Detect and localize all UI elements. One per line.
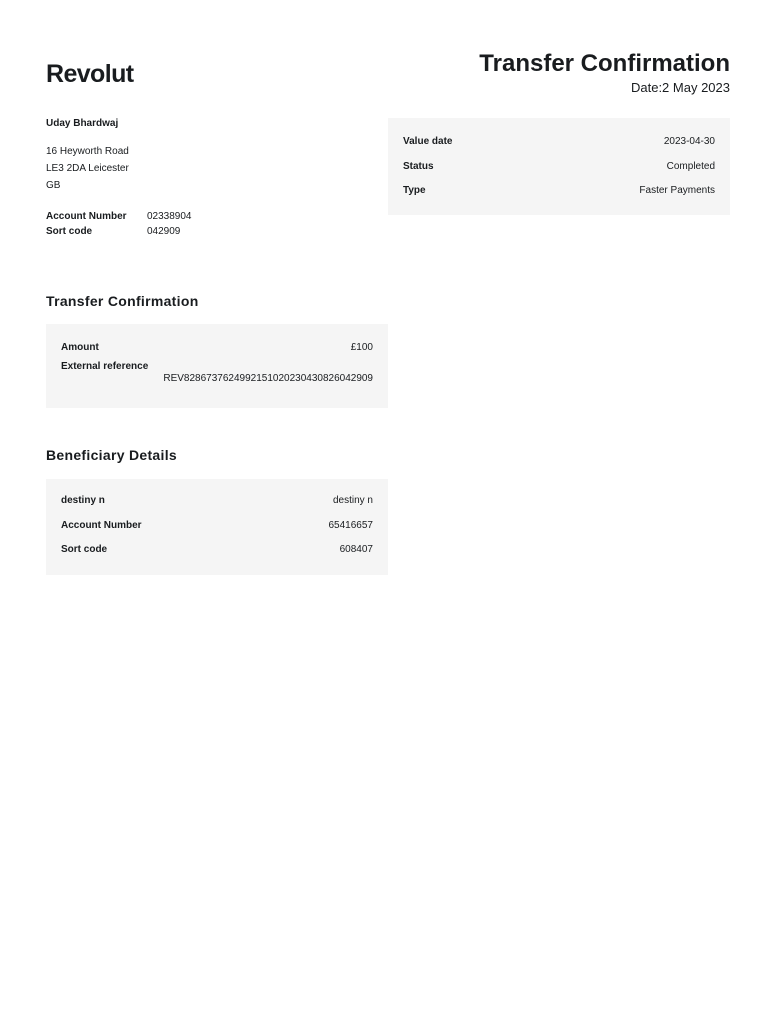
customer-account-details	[46, 210, 192, 239]
beneficiary-name-row	[61, 488, 373, 513]
customer-sort-code-row	[46, 225, 192, 240]
beneficiary-sort-code-value: 608407	[339, 544, 373, 556]
customer-sort-code-label: Sort code	[46, 225, 93, 237]
transfer-panel	[46, 324, 388, 408]
beneficiary-panel	[46, 479, 388, 575]
status-row	[403, 154, 715, 179]
value-date-value: 2023-04-30	[663, 135, 715, 147]
external-reference-value: REV8286737624992151020230430826042909	[163, 372, 373, 384]
amount-value: £100	[350, 341, 373, 353]
type-row	[403, 178, 715, 203]
customer-account-number-row	[46, 210, 192, 225]
external-reference-label: External reference	[61, 360, 149, 372]
beneficiary-account-number-label: Account Number	[61, 519, 142, 531]
customer-account-number-value: 02338904	[147, 211, 192, 222]
beneficiary-account-number-row	[61, 513, 373, 538]
beneficiary-section-title: Beneficiary Details	[46, 447, 177, 463]
value-date-row	[403, 129, 715, 154]
transfer-section-title: Transfer Confirmation	[46, 293, 199, 309]
beneficiary-name-label: destiny n	[61, 494, 105, 506]
customer-name: Uday Bhardwaj	[46, 118, 119, 129]
beneficiary-sort-code-label: Sort code	[61, 544, 108, 556]
status-label: Status	[403, 160, 434, 172]
transaction-info-panel	[388, 118, 730, 215]
amount-row	[61, 335, 373, 360]
type-label: Type	[403, 185, 426, 197]
revolut-logo: Revolut	[46, 60, 134, 88]
customer-address	[46, 143, 129, 194]
beneficiary-account-number-value: 65416657	[328, 519, 373, 531]
status-value: Completed	[666, 160, 715, 172]
beneficiary-name-value: destiny n	[332, 494, 373, 506]
address-line-1: 16 Heyworth Road	[46, 146, 129, 157]
value-date-label: Value date	[403, 135, 453, 147]
document-title: Transfer Confirmation	[479, 50, 730, 77]
address-line-3: GB	[46, 180, 61, 191]
customer-account-number-label: Account Number	[46, 211, 127, 222]
external-reference-block	[61, 361, 373, 384]
document-date: Date:2 May 2023	[630, 80, 730, 95]
customer-sort-code-value: 042909	[147, 225, 181, 237]
type-value: Faster Payments	[639, 185, 715, 197]
address-line-2: LE3 2DA Leicester	[46, 163, 129, 174]
beneficiary-sort-code-row	[61, 537, 373, 562]
amount-label: Amount	[61, 341, 99, 353]
